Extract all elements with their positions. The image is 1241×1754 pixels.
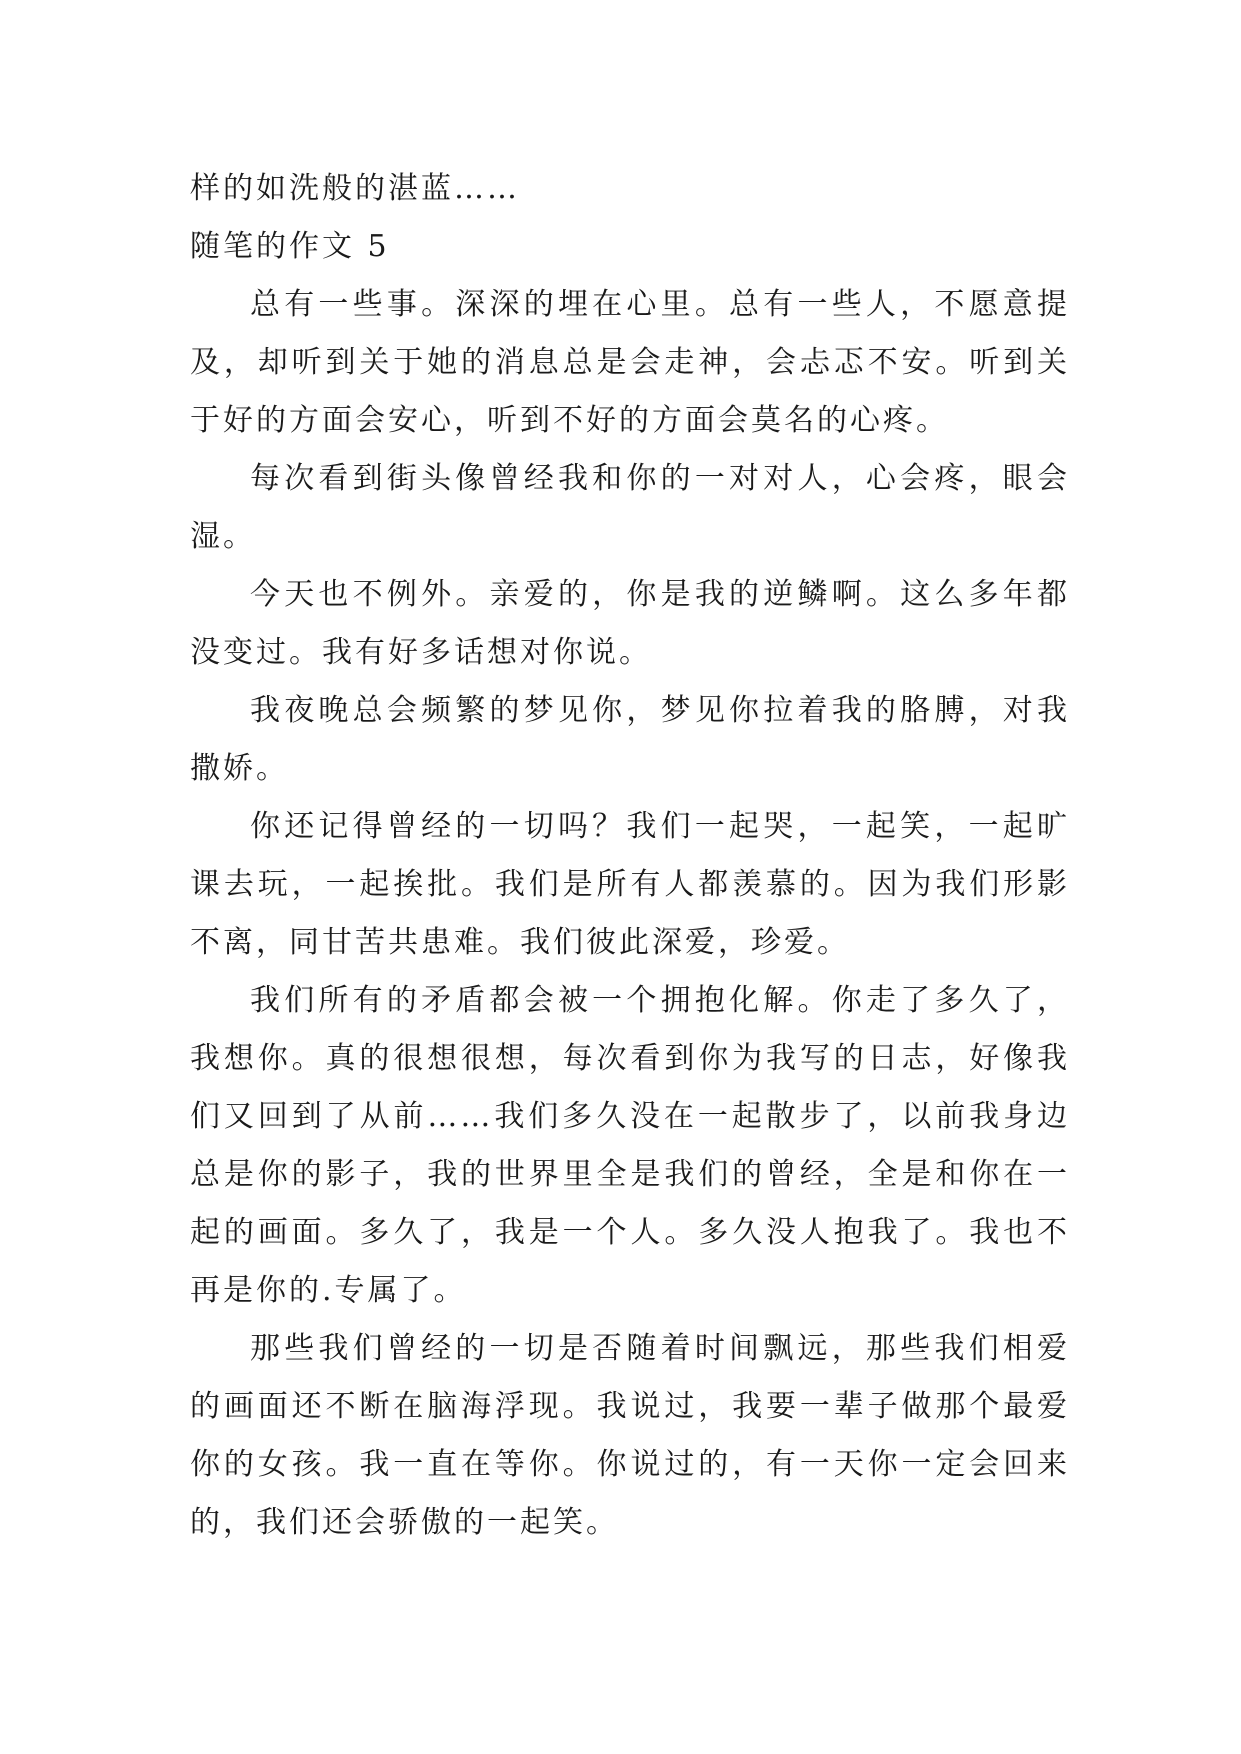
paragraph-4: 我夜晚总会频繁的梦见你，梦见你拉着我的胳膊，对我撒娇。	[190, 693, 1070, 786]
paragraph-5: 你还记得曾经的一切吗？我们一起哭，一起笑，一起旷课去玩，一起挨批。我们是所有人都羡慕的。因为我们形影不离，同甘苦共患难。我们彼此深爱，珍爱。	[190, 809, 1070, 960]
section-title: 随笔的作文 5	[190, 229, 390, 264]
paragraph-6: 我们所有的矛盾都会被一个拥抱化解。你走了多久了，我想你。真的很想很想，每次看到你为我写的日志，好像我们又回到了从前……我们多久没在一起散步了，以前我身边总是你的影子，我的世界里全是我们的曾经，全是和你在一起的画面。多久了，我是一个人。多久没人抱我了。我也不再是你的.专属了。	[190, 983, 1070, 1308]
document-body	[190, 160, 1070, 1552]
paragraph-2: 每次看到街头像曾经我和你的一对对人，心会疼，眼会湿。	[190, 461, 1070, 554]
paragraph-7: 那些我们曾经的一切是否随着时间飘远，那些我们相爱的画面还不断在脑海浮现。我说过，我要一辈子做那个最爱你的女孩。我一直在等你。你说过的，有一天你一定会回来的，我们还会骄傲的一起笑。	[190, 1331, 1070, 1540]
continued-line: 样的如洗般的湛蓝……	[190, 171, 520, 206]
paragraph-1: 总有一些事。深深的埋在心里。总有一些人，不愿意提及，却听到关于她的消息总是会走神，会忐忑不安。听到关于好的方面会安心，听到不好的方面会莫名的心疼。	[190, 287, 1070, 438]
paragraph-3: 今天也不例外。亲爱的，你是我的逆鳞啊。这么多年都没变过。我有好多话想对你说。	[190, 577, 1070, 670]
